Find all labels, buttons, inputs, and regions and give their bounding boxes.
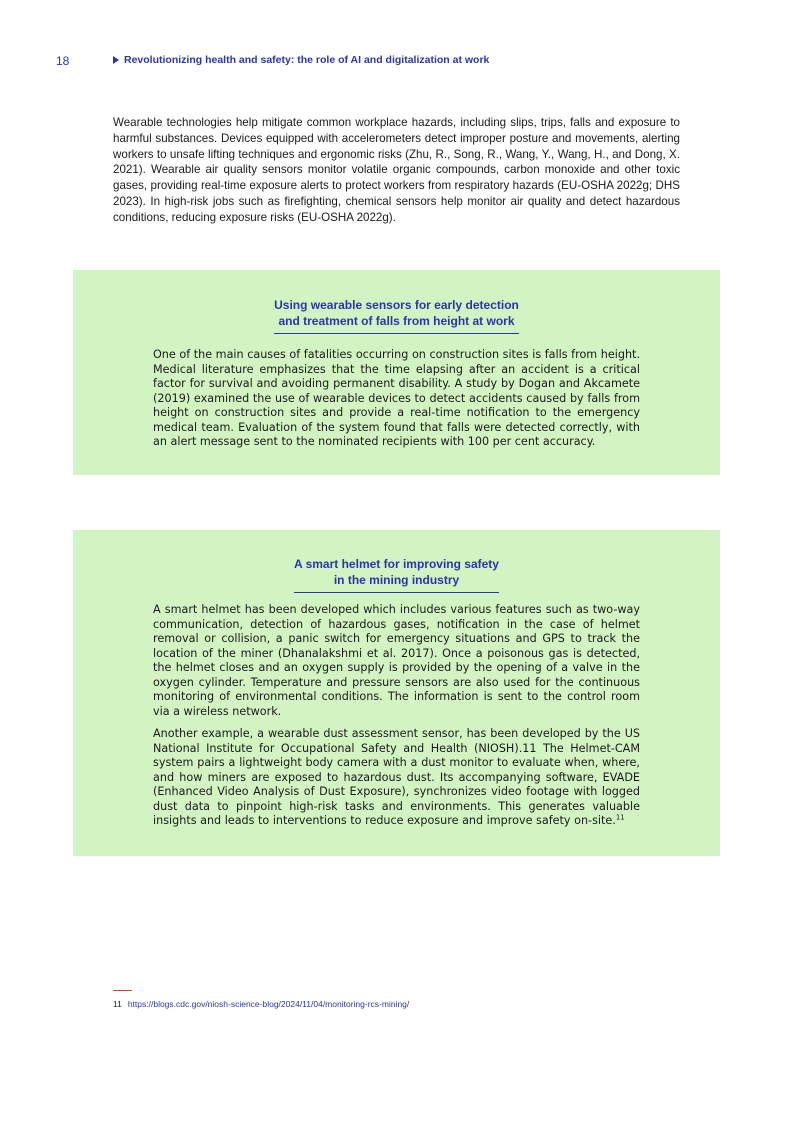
footnote-link[interactable]: https://blogs.cdc.gov/niosh-science-blog/2024/11/04/monitoring-rcs-mining/: [127, 999, 410, 1009]
box-title-line: Using wearable sensors for early detection: [274, 298, 519, 312]
box-paragraph: [153, 727, 640, 829]
footnote-number: 11: [113, 999, 122, 1009]
case-study-box-smart-helmet: [73, 530, 720, 856]
footnote-divider: [113, 990, 132, 991]
box-body: [153, 348, 640, 450]
running-header-title: Revolutionizing health and safety: the role of AI and digitalization at work: [124, 54, 490, 66]
footnote-reference[interactable]: 11: [615, 813, 625, 822]
box-title-line: A smart helmet for improving safety: [294, 557, 499, 571]
box-title-line: and treatment of falls from height at work: [278, 314, 515, 328]
triangle-right-icon: [113, 56, 119, 64]
box-title: [294, 556, 499, 593]
page-number: 18: [56, 54, 70, 68]
box-title-line: in the mining industry: [333, 573, 460, 587]
box-body: [153, 603, 640, 829]
intro-paragraph: Wearable technologies help mitigate common workplace hazards, including slips, trips, falls and exposure to harmful substances. Devices equipped with accelerometers detect improper posture and movements, alerting workers to unsafe lifting techniques and ergonomic risks (Zhu, R., Song, R., Wang, Y., Wang, H., and Dong, X. 2021). Wearable air quality sensors monitor volatile organic compounds, carbon monoxide and other toxic gases, providing real-time exposure alerts to protect workers from respiratory hazards (EU-OSHA 2022g; DHS 2023). In high-risk jobs such as firefighting, chemical sensors help monitor air quality and detect hazardous conditions, reducing exposure risks (EU-OSHA 2022g).: [113, 116, 680, 224]
box-paragraph: One of the main causes of fatalities occurring on construction sites is falls from height. Medical literature emphasizes that the time elapsing after an accident is a critical factor for survival and avoiding permanent disability. A study by Dogan and Akcamete (2019) examined the use of wearable devices to detect accidents caused by falls from height on construction sites and provide a real-time notification to the emergency medical team. Evaluation of the system found that falls were detected correctly, with an alert message sent to the nominated recipients with 100 per cent accuracy.: [153, 348, 640, 448]
case-study-box-falls: [73, 270, 720, 475]
footnote: [113, 999, 409, 1009]
box-paragraph: A smart helmet has been developed which includes various features such as two-way communication, detection of hazardous gases, notification in the case of helmet removal or collision, a panic switch for emergency situations and GPS to track the location of the miner (Dhanalakshmi et al. 2017). Once a poisonous gas is detected, the helmet closes and an oxygen supply is provided by the opening of a valve in the oxygen cylinder. Temperature and pressure sensors are also used for the continuous monitoring of environmental conditions. The information is sent to the control room via a wireless network.: [153, 603, 640, 718]
running-header: [113, 54, 489, 66]
box-title: [274, 297, 519, 334]
box-paragraph-text: Another example, a wearable dust assessment sensor, has been developed by the US National Institute for Occupational Safety and Health (NIOSH).11 The Helmet-CAM system pairs a lightweight body camera with a dust monitor to evaluate when, where, and how miners are exposed to hazardous dust. Its accompanying software, EVADE (Enhanced Video Analysis of Dust Exposure), synchronizes video footage with logged dust data to pinpoint high-risk tasks and environments. This generates valuable insights and leads to interventions to reduce exposure and improve safety on-site.: [153, 727, 640, 827]
